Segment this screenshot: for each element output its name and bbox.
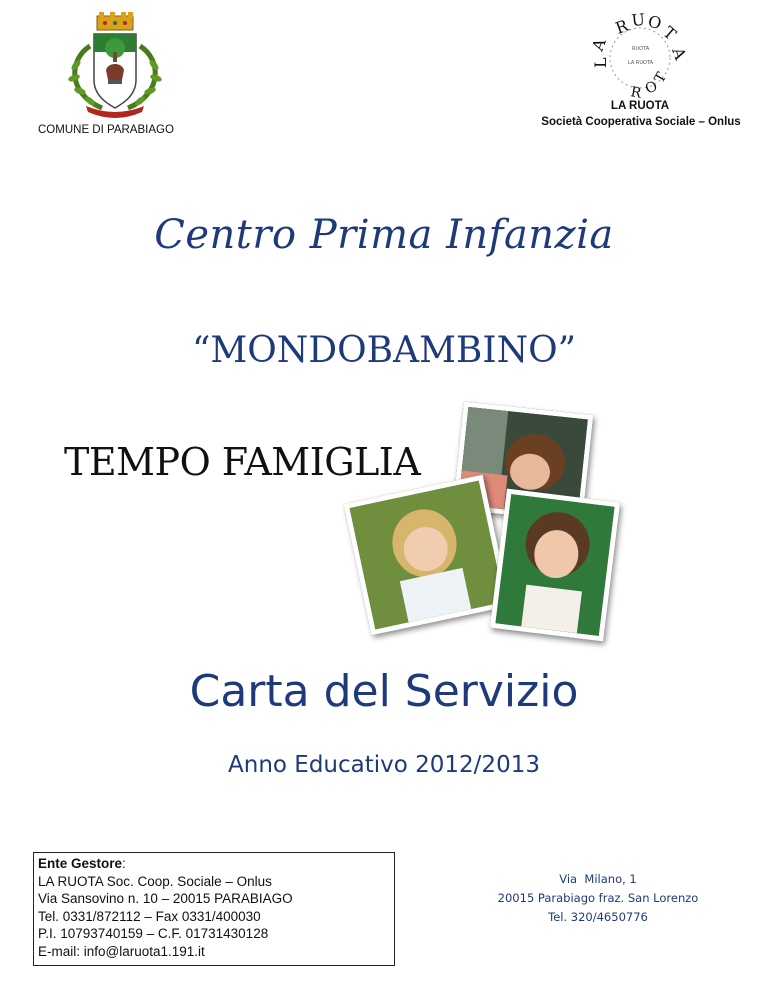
svg-text:T: T (659, 22, 680, 44)
carta-del-servizio-title: Carta del Servizio (189, 666, 579, 717)
svg-text:A: A (587, 36, 610, 54)
ente-gestore-label-line: Ente Gestore: (38, 856, 126, 871)
ente-gestore-box (33, 852, 395, 966)
la-ruota-logo (587, 9, 691, 104)
tempo-famiglia-title: TEMPO FAMIGLIA (64, 440, 421, 484)
child-photo-smiling (344, 475, 511, 636)
comune-crest-logo (62, 10, 168, 122)
mondobambino-title: “MONDOBAMBINO” (191, 330, 577, 371)
la-ruota-name: LA RUOTA (610, 100, 670, 112)
comune-label: COMUNE DI PARABIAGO (38, 124, 174, 136)
svg-text:LA RUOTA: LA RUOTA (628, 60, 654, 66)
ente-line: E-mail: info@laruota1.191.it (38, 943, 205, 959)
svg-text:R: R (629, 84, 643, 102)
svg-text:R: R (612, 15, 631, 38)
address-line: Tel. 320/4650776 (548, 910, 648, 924)
svg-text:U: U (630, 9, 646, 30)
svg-text:L: L (591, 57, 610, 68)
ente-line: Via Sansovino n. 10 – 20015 PARABIAGO (38, 891, 293, 906)
svg-text:RUOTA: RUOTA (632, 46, 650, 52)
svg-text:O: O (645, 11, 664, 34)
centro-address (470, 870, 726, 927)
svg-text:A: A (668, 44, 691, 63)
ente-gestore-label: Ente Gestore (38, 856, 123, 871)
svg-text:T: T (651, 69, 671, 86)
ente-line: LA RUOTA Soc. Coop. Sociale – Onlus (38, 873, 272, 889)
ente-line: Tel. 0331/872112 – Fax 0331/400030 (38, 908, 261, 924)
anno-educativo: Anno Educativo 2012/2013 (228, 752, 540, 778)
child-photo-headband (490, 489, 620, 642)
address-line: Via Milano, 1 (559, 872, 637, 886)
address-line: 20015 Parabiago fraz. San Lorenzo (497, 891, 699, 905)
ente-line: P.I. 10793740159 – C.F. 01731430128 (38, 926, 269, 941)
svg-text:O: O (642, 78, 661, 98)
la-ruota-subtitle: Società Cooperativa Sociale – Onlus (541, 116, 741, 128)
main-title: Centro Prima Infanzia (154, 212, 614, 258)
